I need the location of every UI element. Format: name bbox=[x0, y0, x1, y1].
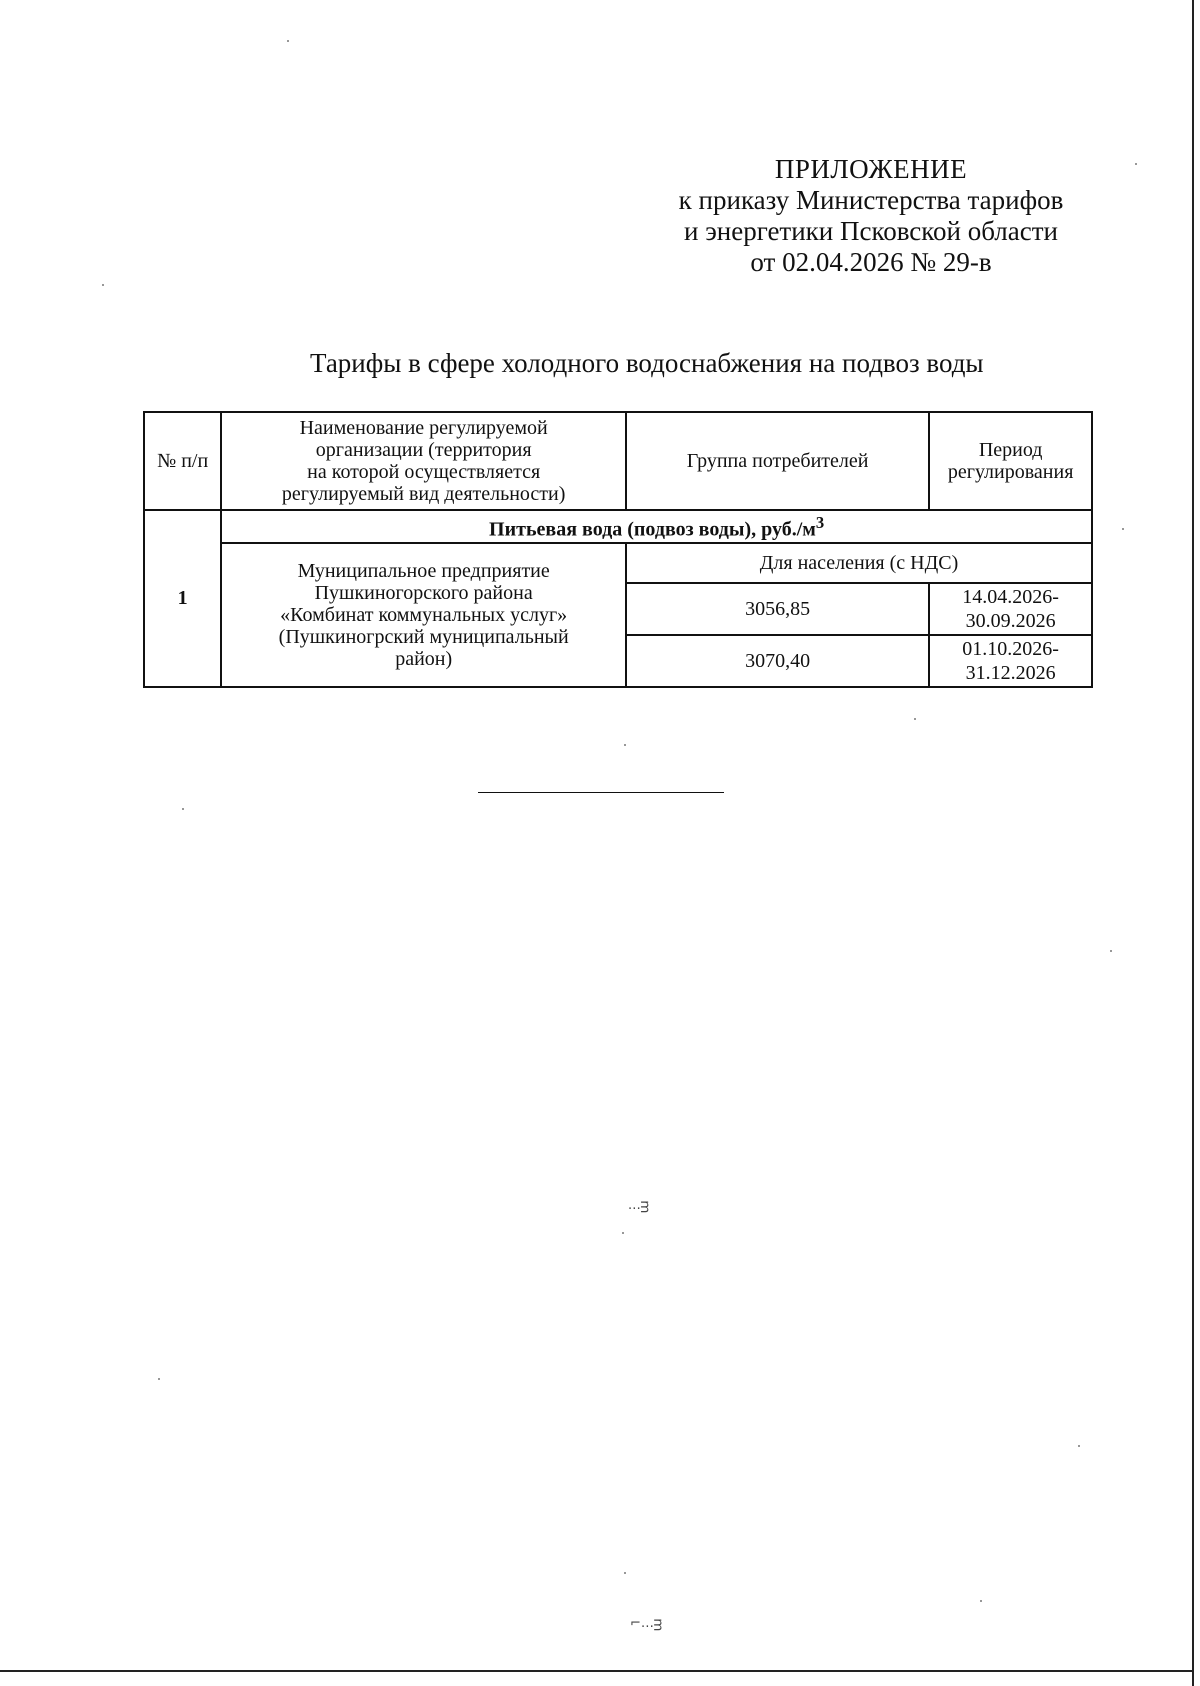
appendix-header bbox=[640, 154, 1102, 278]
appendix-line-1: к приказу Министерства тарифов bbox=[678, 185, 1064, 215]
row-number: 1 bbox=[144, 510, 221, 687]
header-consumer-group: Группа потребителей bbox=[626, 412, 929, 510]
scan-speck bbox=[287, 40, 289, 42]
period-end: 30.09.2026 bbox=[965, 609, 1056, 632]
header-organization-line: на которой осуществляется bbox=[307, 461, 541, 483]
organization-line: район) bbox=[395, 647, 453, 670]
consumer-group: Для населения (с НДС) bbox=[626, 543, 1092, 583]
document-title: Тарифы в сфере холодного водоснабжения на подвоз воды bbox=[310, 348, 984, 378]
tariff-table bbox=[143, 411, 1093, 688]
header-num: № п/п bbox=[144, 412, 221, 510]
tariff-period bbox=[929, 635, 1092, 687]
scan-speck bbox=[624, 744, 626, 746]
organization-name bbox=[221, 543, 626, 687]
header-period-line: Период bbox=[978, 439, 1043, 461]
scan-speck bbox=[1135, 163, 1137, 165]
tariff-period bbox=[929, 583, 1092, 635]
page-bottom-edge bbox=[0, 1670, 1194, 1672]
organization-line: Пушкиногорского района bbox=[314, 581, 533, 604]
header-period bbox=[929, 412, 1092, 510]
scan-speck bbox=[1078, 1445, 1080, 1447]
period-start: 14.04.2026- bbox=[962, 585, 1059, 608]
appendix-title: ПРИЛОЖЕНИЕ bbox=[774, 154, 968, 184]
section-row bbox=[144, 510, 1092, 543]
header-organization-line: организации (территория bbox=[315, 439, 532, 461]
period-end: 31.12.2026 bbox=[965, 661, 1056, 684]
scan-speck bbox=[1122, 528, 1124, 530]
scan-speck bbox=[980, 1600, 982, 1602]
end-of-document-line bbox=[478, 792, 724, 793]
tariff-value: 3056,85 bbox=[626, 583, 929, 635]
scan-speck bbox=[102, 284, 104, 286]
tariff-value: 3070,40 bbox=[626, 635, 929, 687]
header-organization bbox=[221, 412, 626, 510]
period-start: 01.10.2026- bbox=[962, 637, 1059, 660]
table-header-row bbox=[144, 412, 1092, 510]
scan-artifact: ⌐…ᴟ bbox=[630, 1616, 663, 1631]
header-organization-line: регулируемый вид деятельности) bbox=[281, 483, 566, 505]
unit-superscript: 3 bbox=[815, 513, 825, 532]
header-organization-line: Наименование регулируемой bbox=[299, 417, 548, 439]
scan-speck bbox=[622, 1232, 624, 1234]
scan-speck bbox=[624, 1572, 626, 1574]
appendix-line-3: от 02.04.2026 № 29-в bbox=[750, 247, 992, 277]
table-row bbox=[144, 543, 1092, 583]
header-period-line: регулирования bbox=[947, 461, 1074, 483]
appendix-line-2: и энергетики Псковской области bbox=[684, 216, 1058, 246]
scan-speck bbox=[158, 1378, 160, 1380]
scan-speck bbox=[914, 718, 916, 720]
organization-line: Муниципальное предприятие bbox=[297, 559, 550, 582]
scan-artifact: .‥ᴟ bbox=[628, 1198, 650, 1213]
scan-speck bbox=[182, 808, 184, 810]
scan-speck bbox=[1110, 950, 1112, 952]
organization-line: «Комбинат коммунальных услуг» bbox=[280, 603, 568, 626]
section-label bbox=[221, 510, 1092, 543]
organization-line: (Пушкиногрский муниципальный bbox=[278, 625, 569, 648]
page-right-edge bbox=[1192, 0, 1194, 1686]
section-label-text: Питьевая вода (подвоз воды), руб./м bbox=[489, 518, 816, 541]
